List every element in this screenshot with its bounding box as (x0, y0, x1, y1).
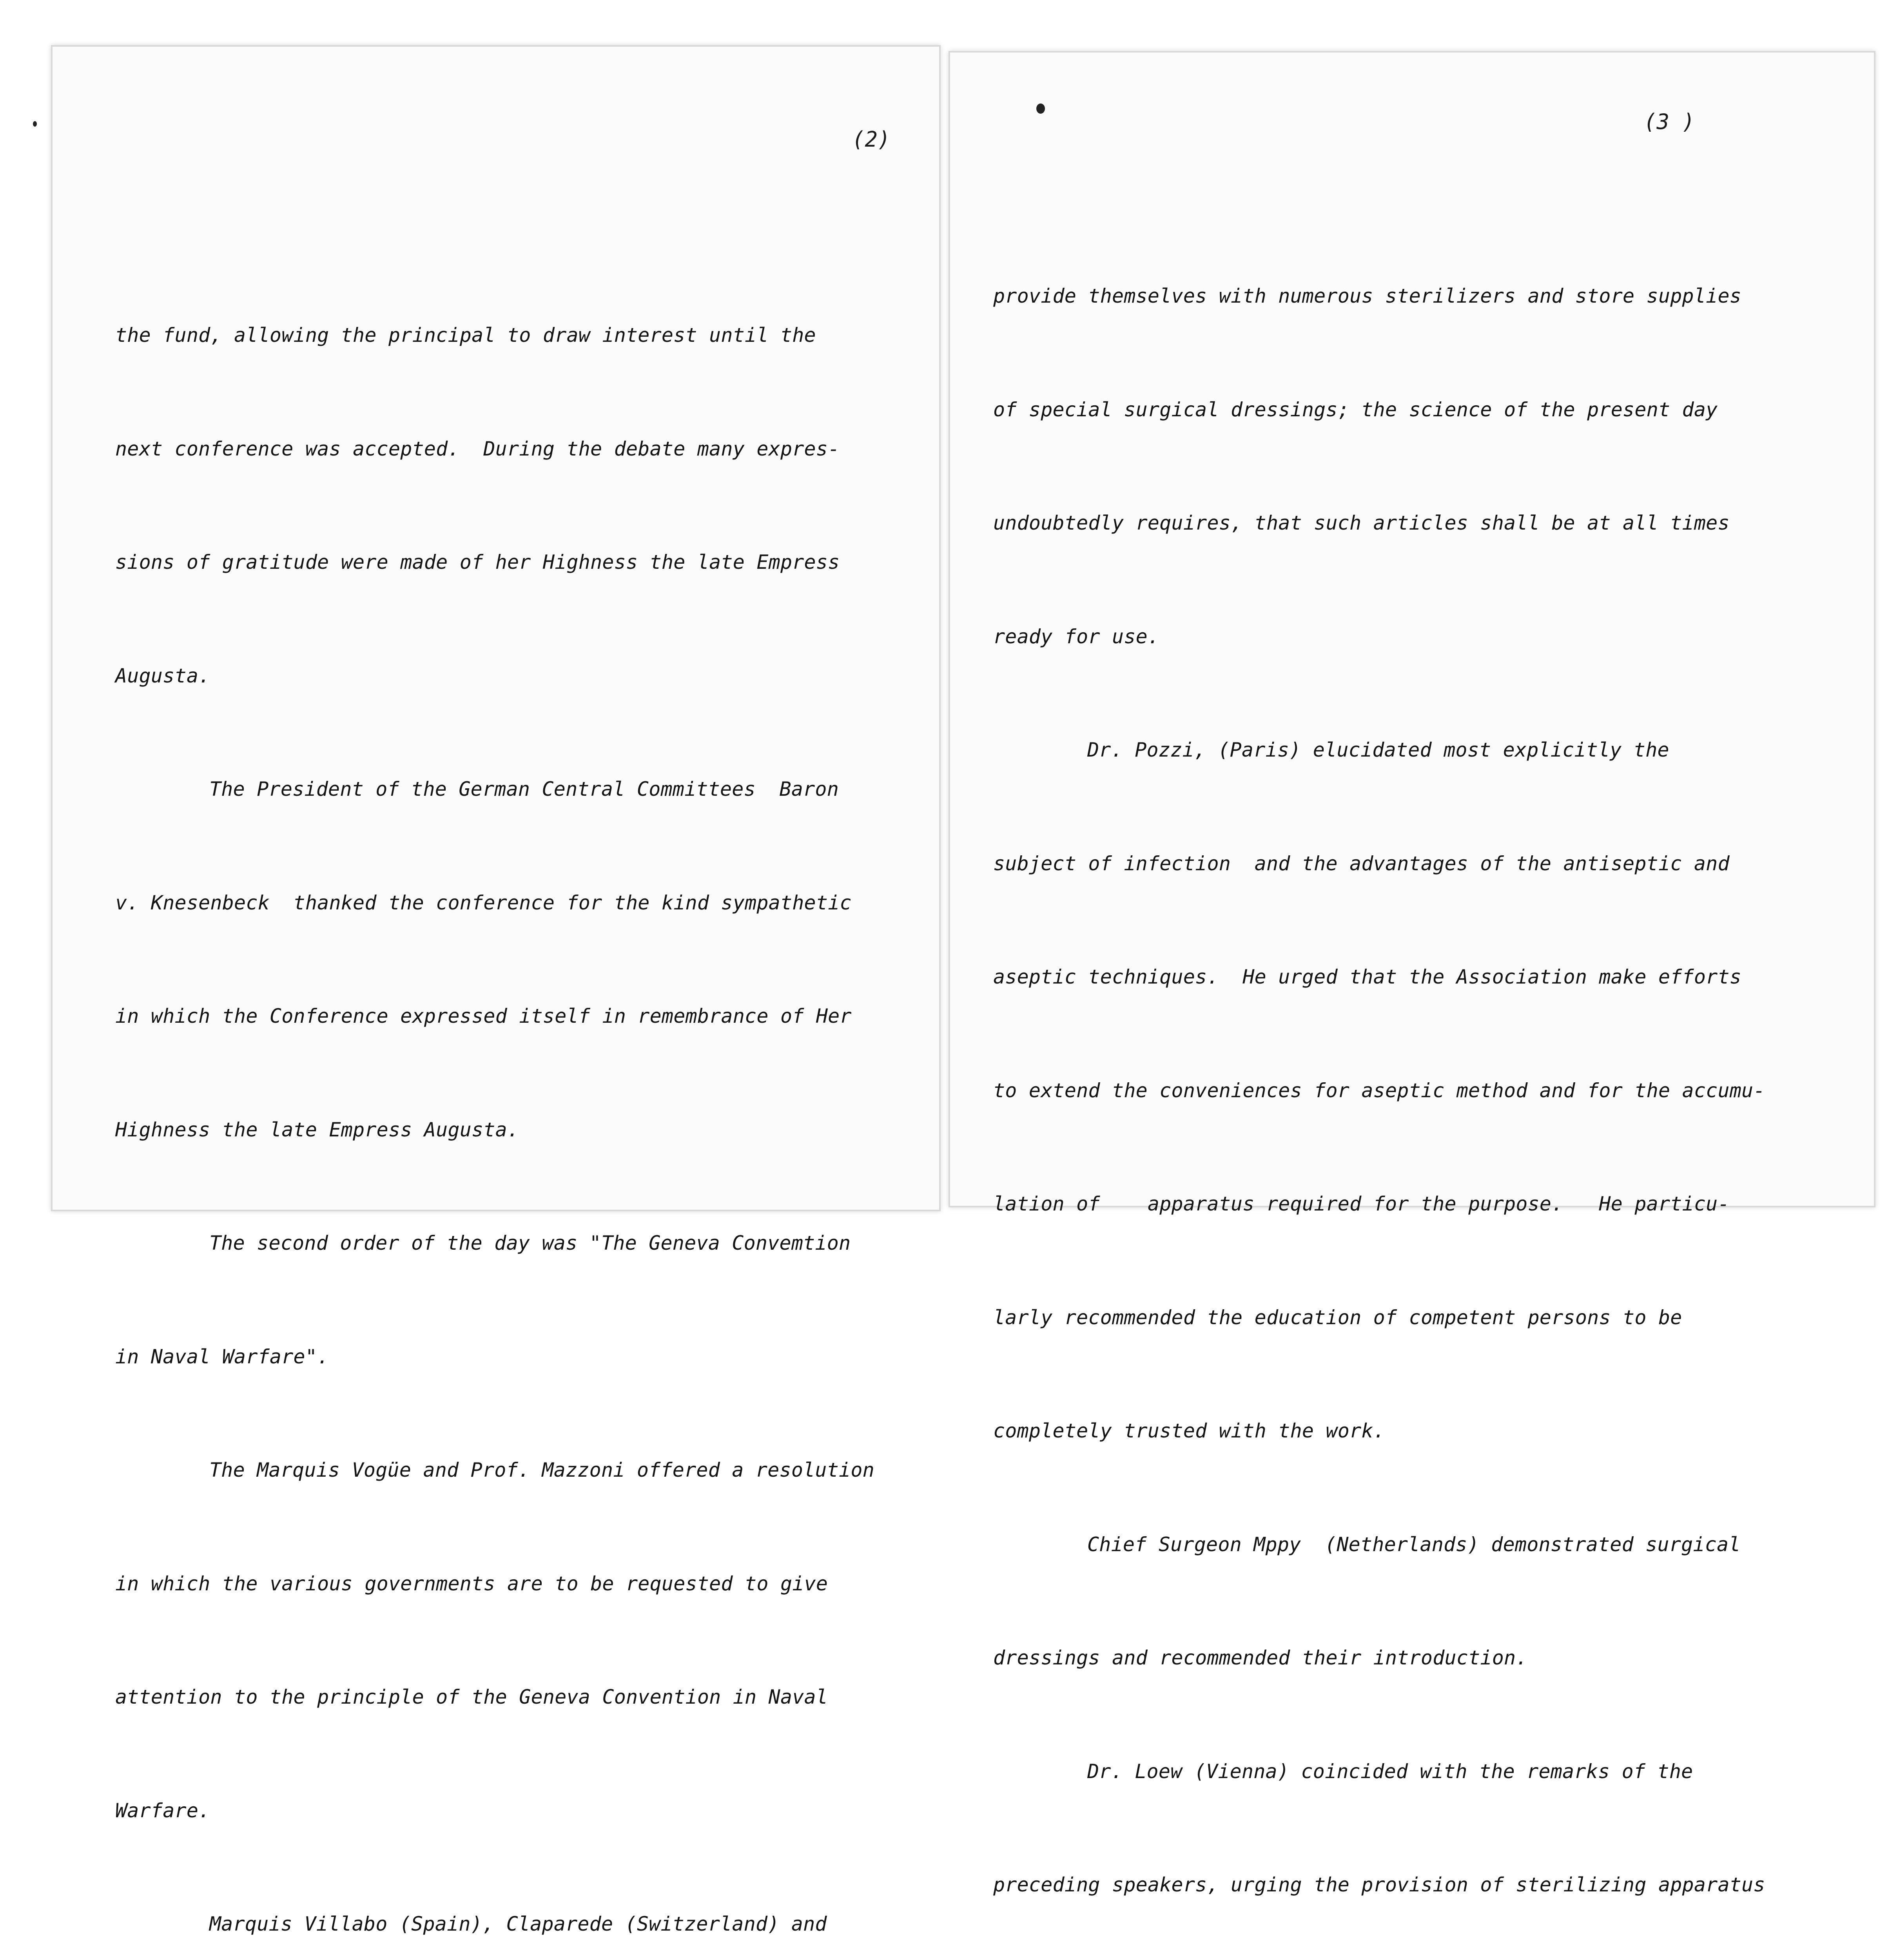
text-line: completely trusted with the work. (993, 1419, 1385, 1442)
page-number: (2) (852, 127, 891, 152)
text-line: of special surgical dressings; the science of the present day (993, 398, 1718, 421)
text-line: Augusta. (115, 664, 210, 687)
text-line: Chief Surgeon Mppy (Netherlands) demonstrated surgical (1087, 1533, 1741, 1556)
page-body-text (993, 201, 1765, 1960)
scan-speck (33, 121, 37, 127)
text-line: in which the various governments are to be requested to give (115, 1572, 828, 1595)
text-line: in which the Conference expressed itself in remembrance of Her (115, 1005, 852, 1027)
text-line: subject of infection and the advantages of the antiseptic and (993, 852, 1730, 875)
text-line: aseptic techniques. He urged that the Association make efforts (993, 965, 1742, 988)
page-number: (3 ) (1644, 109, 1695, 134)
text-line: Dr. Pozzi, (Paris) elucidated most explicitly the (1087, 739, 1669, 761)
text-line: v. Knesenbeck thanked the conference for the kind sympathetic (115, 891, 852, 914)
text-line: lation of apparatus required for the purpose. He particu- (993, 1192, 1730, 1215)
text-line: Dr. Loew (Vienna) coincided with the remarks of the (1087, 1760, 1693, 1783)
text-line: provide themselves with numerous sterilizers and store supplies (993, 285, 1742, 307)
text-line: Marquis Villabo (Spain), Claparede (Switzerland) and (209, 1913, 827, 1935)
text-line: in Naval Warfare". (115, 1345, 329, 1368)
right-page (949, 51, 1875, 1896)
text-line: sions of gratitude were made of her Highness the late Empress (115, 551, 840, 573)
page-body-text (115, 241, 875, 1960)
text-line: preceding speakers, urging the provision of sterilizing apparatus (993, 1873, 1765, 1896)
text-line: Warfare. (115, 1799, 210, 1822)
text-line: to extend the conveniences for aseptic method and for the accumu- (993, 1079, 1765, 1102)
text-line: next conference was accepted. During the debate many expres- (115, 437, 840, 460)
text-line: attention to the principle of the Geneva Convention in Naval (115, 1686, 828, 1708)
text-line: The President of the German Central Committees Baron (209, 778, 839, 800)
text-line: The Marquis Vogüe and Prof. Mazzoni offered a resolution (209, 1459, 874, 1481)
text-line: ready for use. (993, 625, 1160, 648)
text-line: dressings and recommended their introduction. (993, 1646, 1528, 1669)
scan-speck (1036, 103, 1045, 114)
text-line: larly recommended the education of competent persons to be (993, 1306, 1682, 1329)
text-line: undoubtedly requires, that such articles shall be at all times (993, 512, 1730, 534)
left-page (51, 45, 941, 1935)
text-line: Highness the late Empress Augusta. (115, 1118, 519, 1141)
text-line: The second order of the day was "The Geneva Convemtion (209, 1232, 851, 1254)
text-line: the fund, allowing the principal to draw interest until the (115, 324, 816, 347)
